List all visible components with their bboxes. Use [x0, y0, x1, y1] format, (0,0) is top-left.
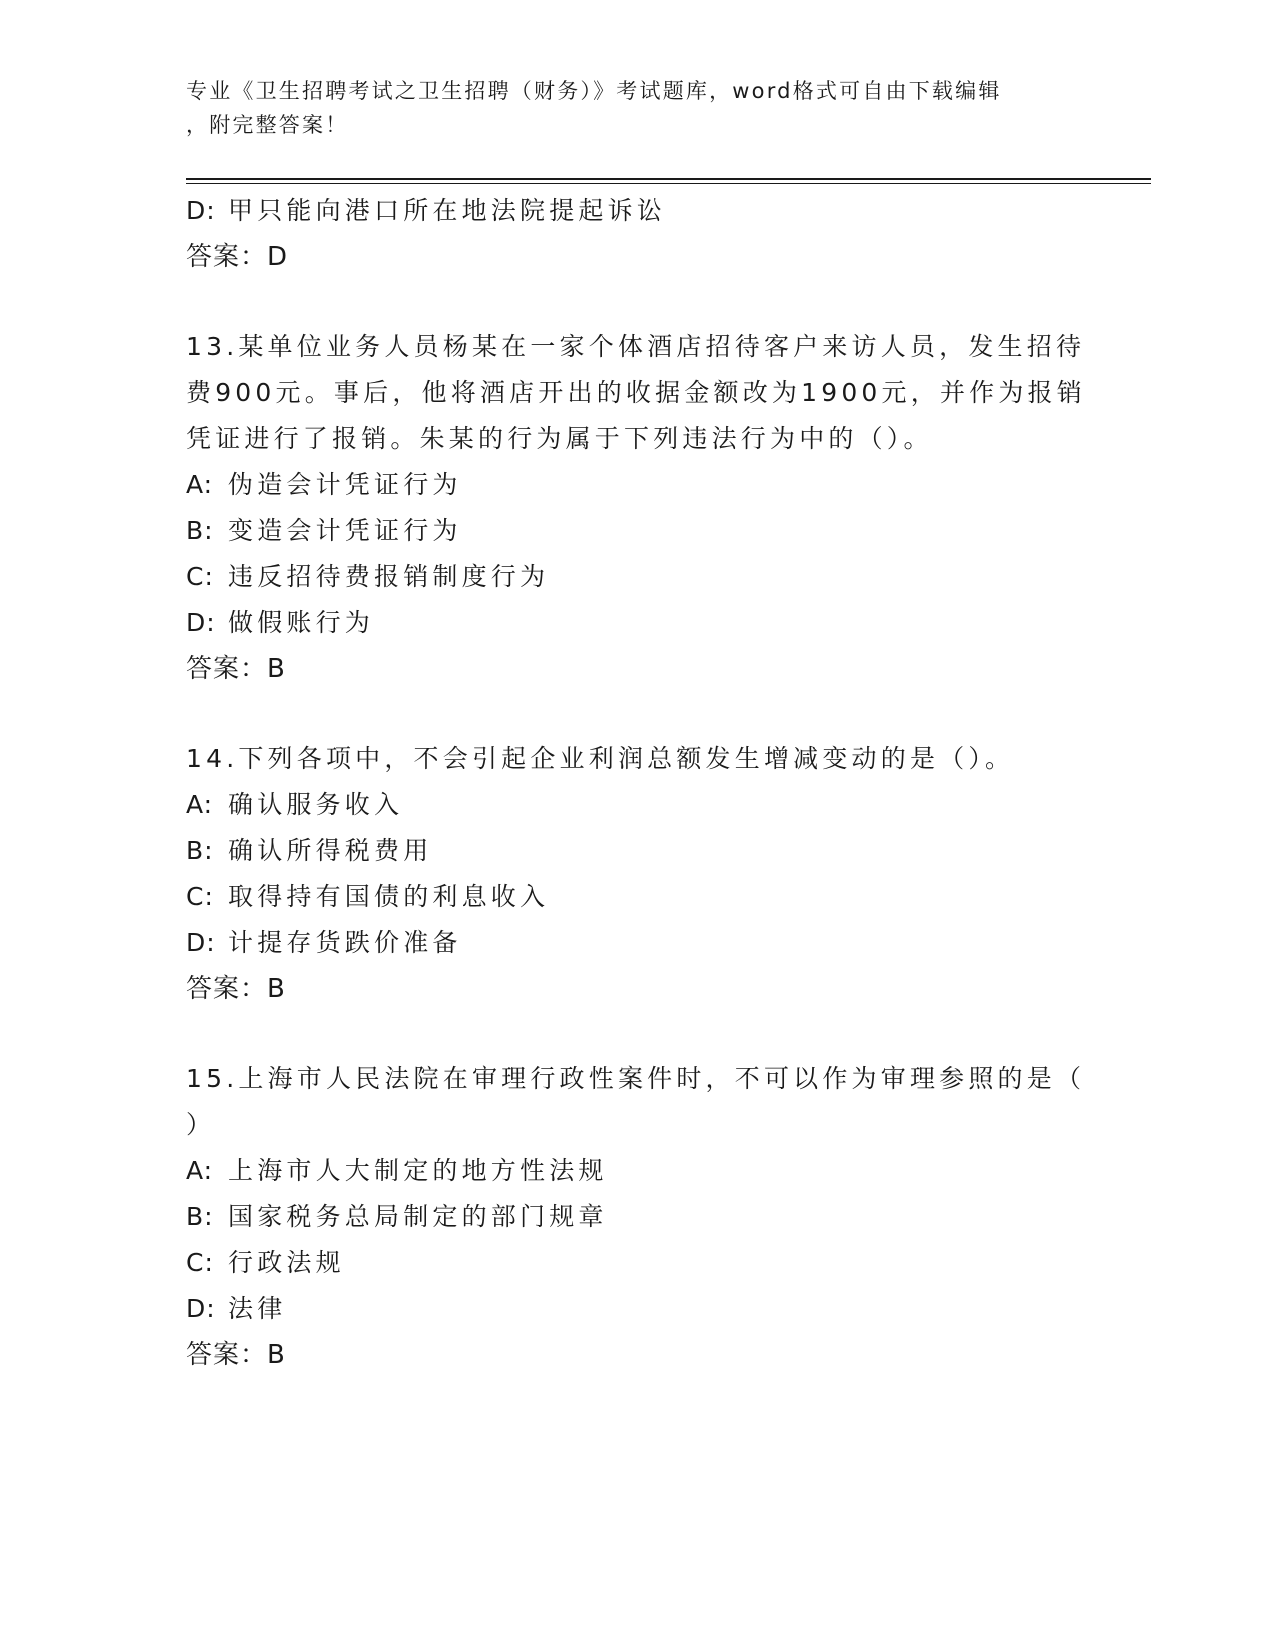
- document-header: [186, 74, 1086, 142]
- option-letter: A:: [186, 1156, 214, 1185]
- option-text: 法律: [228, 1294, 287, 1323]
- option-letter: B:: [186, 836, 214, 865]
- question-14: [186, 736, 1086, 1012]
- header-line-2: ，附完整答案！: [186, 113, 349, 137]
- option-text: 上海市人大制定的地方性法规: [228, 1156, 608, 1185]
- option-d: [186, 920, 1086, 966]
- option-text: 甲只能向港口所在地法院提起诉讼: [228, 196, 667, 225]
- option-text: 取得持有国债的利息收入: [228, 882, 550, 911]
- option-letter: C:: [186, 562, 214, 591]
- option-text: 国家税务总局制定的部门规章: [228, 1202, 608, 1231]
- question-stem-line: 费900元。事后，他将酒店开出的收据金额改为1900元，并作为报销: [186, 378, 1086, 407]
- option-text: 确认所得税费用: [228, 836, 433, 865]
- spacer: [186, 1012, 1086, 1056]
- question-stem-line: ）: [186, 1110, 216, 1139]
- question-stem-line: 凭证进行了报销。朱某的行为属于下列违法行为中的（）。: [186, 424, 933, 453]
- answer-line: 答案：B: [186, 654, 286, 684]
- option-letter: C:: [186, 1248, 214, 1277]
- answer-line: 答案：B: [186, 974, 286, 1004]
- option-letter: C:: [186, 882, 214, 911]
- option-text: 做假账行为: [228, 608, 375, 637]
- option-text: 伪造会计凭证行为: [228, 470, 462, 499]
- question-stem-line: 15.上海市人民法院在审理行政性案件时，不可以作为审理参照的是（: [186, 1064, 1086, 1093]
- question-13: [186, 324, 1086, 692]
- option-text: 确认服务收入: [228, 790, 404, 819]
- option-text: 违反招待费报销制度行为: [228, 562, 550, 591]
- option-d: [186, 188, 1086, 234]
- option-b: [186, 1194, 1086, 1240]
- option-c: [186, 1240, 1086, 1286]
- spacer: [186, 692, 1086, 736]
- option-letter: B:: [186, 1202, 214, 1231]
- answer-line: 答案：D: [186, 242, 289, 272]
- option-d: [186, 600, 1086, 646]
- question-stem-line: 13.某单位业务人员杨某在一家个体酒店招待客户来访人员，发生招待: [186, 332, 1086, 361]
- option-letter: D:: [186, 608, 216, 637]
- option-a: [186, 782, 1086, 828]
- option-c: [186, 554, 1086, 600]
- option-letter: A:: [186, 790, 214, 819]
- option-text: 行政法规: [228, 1248, 345, 1277]
- option-d: [186, 1286, 1086, 1332]
- option-text: 计提存货跌价准备: [228, 928, 462, 957]
- option-letter: B:: [186, 516, 214, 545]
- header-line-1: 专业《卫生招聘考试之卫生招聘（财务）》考试题库，word格式可自由下载编辑: [186, 79, 1002, 103]
- option-letter: A:: [186, 470, 214, 499]
- option-a: [186, 462, 1086, 508]
- question-15: [186, 1056, 1086, 1378]
- option-text: 变造会计凭证行为: [228, 516, 462, 545]
- option-letter: D:: [186, 196, 216, 225]
- question-stem-line: 14.下列各项中，不会引起企业利润总额发生增减变动的是（）。: [186, 744, 1015, 773]
- option-c: [186, 874, 1086, 920]
- option-b: [186, 508, 1086, 554]
- answer-line: 答案：B: [186, 1340, 286, 1370]
- option-b: [186, 828, 1086, 874]
- option-letter: D:: [186, 1294, 216, 1323]
- header-divider: [186, 178, 1151, 184]
- option-letter: D:: [186, 928, 216, 957]
- carryover-question: [186, 188, 1086, 280]
- document-body: [186, 188, 1086, 1378]
- option-a: [186, 1148, 1086, 1194]
- spacer: [186, 280, 1086, 324]
